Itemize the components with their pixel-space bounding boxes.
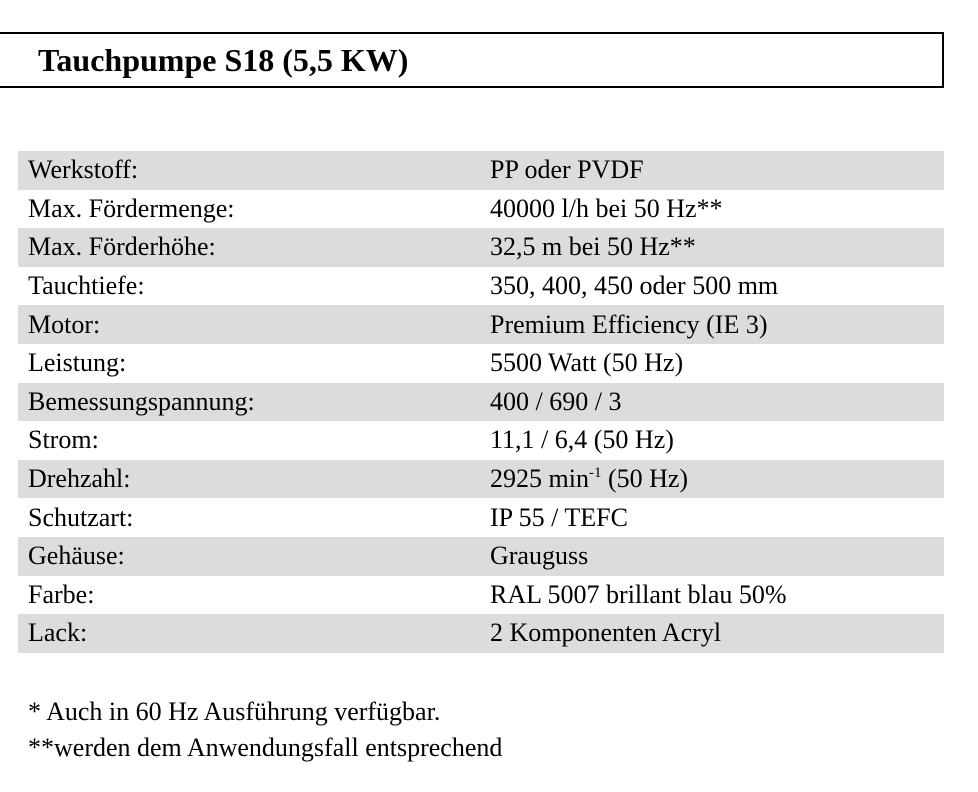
table-row	[18, 537, 944, 576]
spec-label-farbe: Farbe:	[28, 579, 95, 609]
spec-value-gehaeuse: Grauguss	[490, 541, 589, 571]
table-row	[18, 228, 944, 267]
spec-value-drehzahl	[490, 464, 944, 494]
table-row	[18, 151, 944, 190]
spec-value-lack: 2 Komponenten Acryl	[490, 618, 722, 648]
table-row	[18, 614, 944, 653]
page-title: Tauchpumpe S18 (5,5 KW)	[38, 42, 409, 78]
spec-label-drehzahl: Drehzahl:	[28, 464, 131, 494]
spec-label-foerdermenge: Max. Fördermenge:	[28, 193, 235, 223]
table-row	[18, 383, 944, 422]
spec-value-tauchtiefe: 350, 400, 450 oder 500 mm	[490, 271, 779, 301]
table-row	[18, 344, 944, 383]
table-row	[18, 190, 944, 229]
spec-label-motor: Motor:	[28, 309, 101, 339]
table-row	[18, 576, 944, 615]
spec-label-foerderhoehe: Max. Förderhöhe:	[28, 232, 216, 262]
table-row	[18, 460, 944, 499]
spec-value-werkstoff: PP oder PVDF	[490, 155, 644, 185]
table-row	[18, 421, 944, 460]
spec-value-drehzahl-main: 2925 min	[490, 464, 589, 494]
spec-label-tauchtiefe: Tauchtiefe:	[28, 271, 145, 301]
spec-value-bemessungspannung: 400 / 690 / 3	[490, 386, 622, 416]
spec-value-foerderhoehe: 32,5 m bei 50 Hz**	[490, 232, 696, 262]
spec-value-leistung: 5500 Watt (50 Hz)	[490, 348, 684, 378]
table-row	[18, 267, 944, 306]
title-box	[0, 32, 944, 88]
spec-label-gehaeuse: Gehäuse:	[28, 541, 125, 571]
spec-value-foerdermenge: 40000 l/h bei 50 Hz**	[490, 193, 723, 223]
spec-label-bemessungspannung: Bemessungspannung:	[28, 386, 255, 416]
footnote-application: **werden dem Anwendungsfall entsprechend	[28, 733, 503, 762]
spec-label-werkstoff: Werkstoff:	[28, 155, 139, 185]
spec-label-schutzart: Schutzart:	[28, 502, 134, 532]
spec-value-drehzahl-exponent: -1	[588, 465, 602, 482]
spec-value-schutzart: IP 55 / TEFC	[490, 502, 628, 532]
spec-table	[18, 151, 944, 653]
spec-value-strom: 11,1 / 6,4 (50 Hz)	[490, 425, 674, 455]
table-row	[18, 498, 944, 537]
spec-value-drehzahl-tail: (50 Hz)	[601, 464, 689, 494]
table-row	[18, 305, 944, 344]
spec-label-leistung: Leistung:	[28, 348, 127, 378]
spec-label-lack: Lack:	[28, 618, 88, 648]
spec-value-motor: Premium Efficiency (IE 3)	[490, 309, 768, 339]
footnote-60hz: * Auch in 60 Hz Ausführung verfügbar.	[28, 697, 441, 726]
footnotes	[28, 694, 502, 766]
spec-value-farbe: RAL 5007 brillant blau 50%	[490, 579, 787, 609]
spec-label-strom: Strom:	[28, 425, 99, 455]
